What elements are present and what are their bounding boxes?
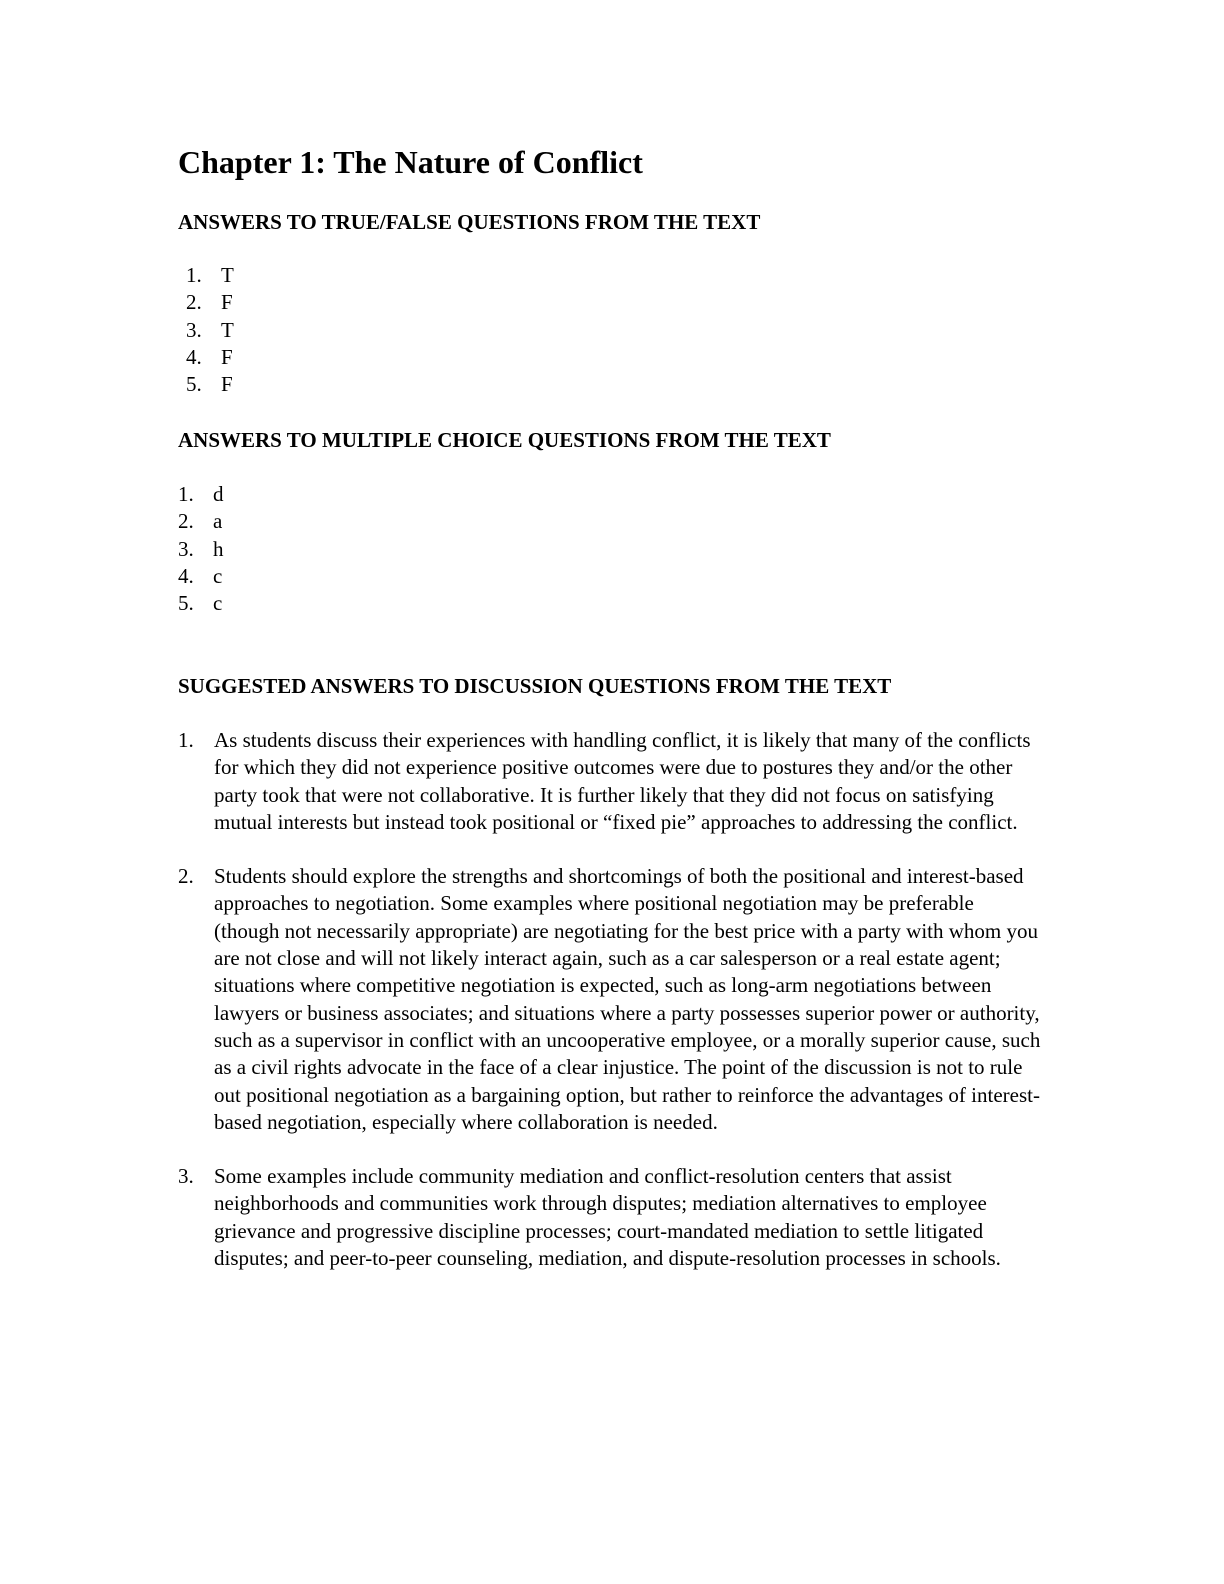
discussion-number: 3.	[178, 1164, 194, 1189]
answer-number: 5.	[178, 591, 194, 616]
discussion-heading: SUGGESTED ANSWERS TO DISCUSSION QUESTIONS FROM THE TEXT	[178, 674, 892, 698]
answer-value: T	[221, 263, 234, 287]
true-false-heading: ANSWERS TO TRUE/FALSE QUESTIONS FROM THE TEXT	[178, 210, 761, 234]
discussion-answer-list	[178, 727, 1058, 1299]
answer-number: 2.	[186, 290, 202, 315]
discussion-number: 2.	[178, 864, 194, 889]
answer-value: F	[221, 372, 233, 397]
list-item	[178, 727, 1058, 836]
answer-number: 1.	[186, 263, 202, 287]
answer-value: c	[213, 563, 223, 588]
answer-value: d	[213, 482, 224, 506]
chapter-title: Chapter 1: The Nature of Conflict	[178, 144, 643, 180]
answer-number: 4.	[178, 563, 194, 588]
answer-value: h	[213, 536, 224, 561]
answer-number: 5.	[186, 372, 202, 397]
answer-value: a	[213, 509, 223, 534]
list-item	[178, 863, 1058, 1136]
answer-value: c	[213, 591, 223, 616]
answer-value: F	[221, 344, 233, 369]
answer-number: 2.	[178, 509, 194, 534]
list-item	[178, 1163, 1058, 1272]
discussion-answer-text: Students should explore the strengths and shortcomings of both the positional and interest-based approaches to negotiation. Some examples where positional negotiation may be preferable (though not necessarily appropriate) are negotiating for the best price with a party with whom you are not close and will not likely interact again, such as a car salesperson or a real estate agent; situations where competitive negotiation is expected, such as long-arm negotiations between lawyers or business associates; and situations where a party possesses superior power or authority, such as a supervisor in conflict with an uncooperative employee, or a morally superior cause, such as a civil rights advocate in the face of a clear injustice. The point of the discussion is not to rule out positional negotiation as a bargaining option, but rather to reinforce the advantages of interest-based negotiation, especially where collaboration is needed.	[214, 864, 1041, 1134]
answer-number: 4.	[186, 344, 202, 369]
answer-value: T	[221, 317, 234, 342]
discussion-answer-text: As students discuss their experiences with handling conflict, it is likely that many of the conflicts for which they did not experience positive outcomes were due to postures they and/or the other party took that were not collaborative. It is further likely that they did not focus on satisfying mutual interests but instead took positional or “fixed pie” approaches to addressing the conflict.	[214, 728, 1031, 834]
answer-number: 3.	[186, 317, 202, 342]
answer-number: 3.	[178, 536, 194, 561]
multiple-choice-heading: ANSWERS TO MULTIPLE CHOICE QUESTIONS FROM THE TEXT	[178, 428, 831, 452]
discussion-number: 1.	[178, 728, 194, 752]
answer-value: F	[221, 290, 233, 315]
discussion-answer-text: Some examples include community mediation and conflict-resolution centers that assist neighborhoods and communities work through disputes; mediation alternatives to employee grievance and progressive discipline processes; court-mandated mediation to settle litigated disputes; and peer-to-peer counseling, mediation, and dispute-resolution processes in schools.	[214, 1164, 1001, 1271]
answer-number: 1.	[178, 482, 194, 506]
